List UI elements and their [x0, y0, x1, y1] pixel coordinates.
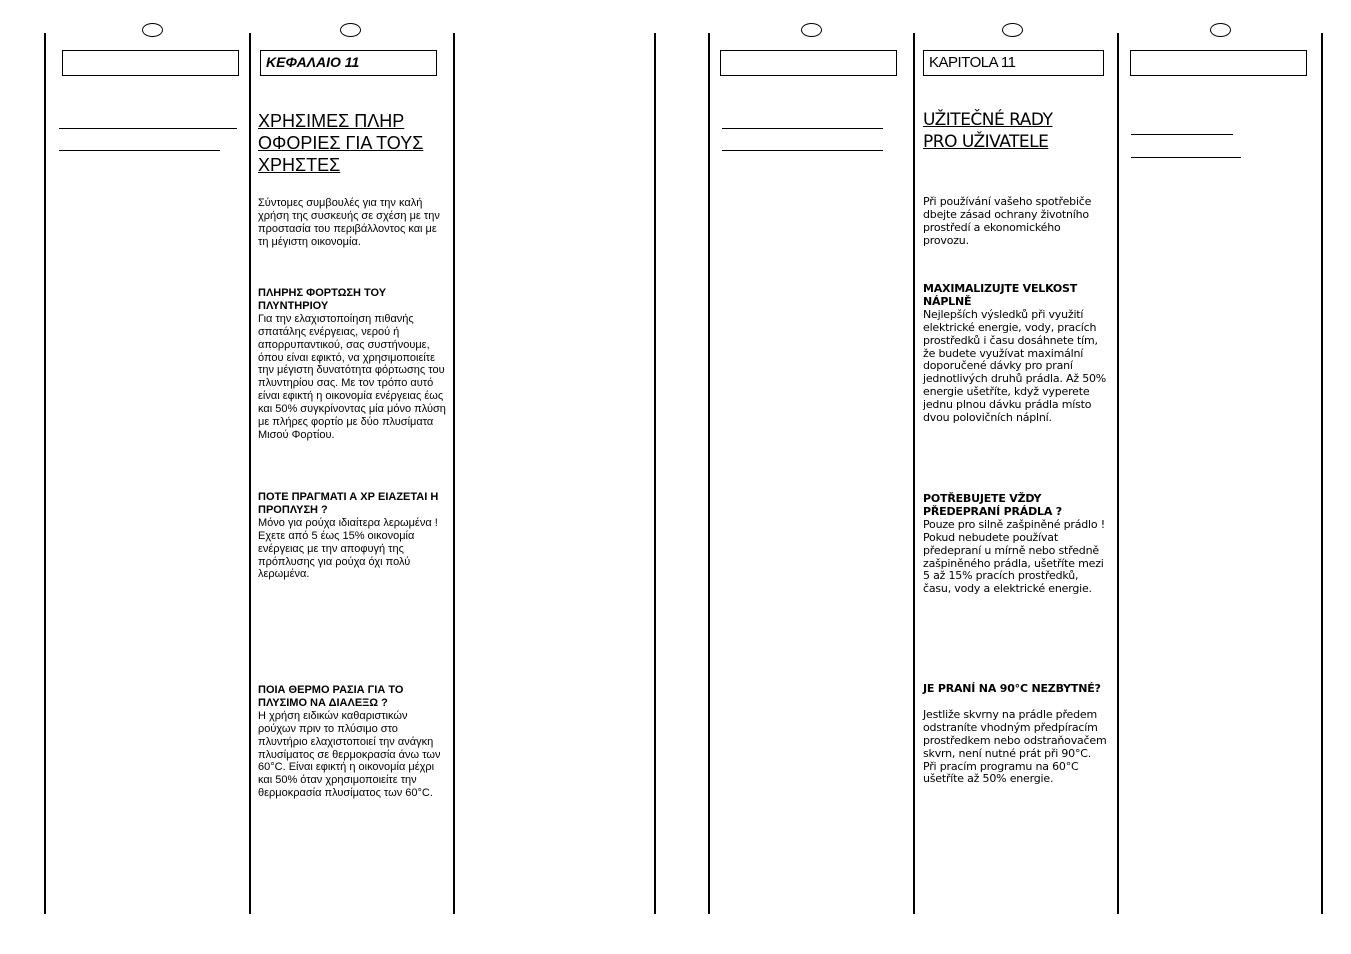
- language-marker: [1210, 23, 1231, 37]
- section-heading: JE PRANÍ NA 90°C NEZBYTNÉ?: [923, 682, 1101, 695]
- section-greek-prewash: [258, 491, 448, 581]
- chapter-box-empty: [62, 50, 239, 76]
- title-placeholder-line: [1131, 134, 1233, 135]
- title-placeholder-line: [1131, 157, 1241, 158]
- section-body: Pouze pro silně zašpiněné prádlo ! Pokud nebudete používat předepraní u mírně nebo středně zašpiněného prádla, ušetříte mezi 5 až 15% pracích prostředků, času, vody a elektrické energie.: [923, 517, 1105, 596]
- section-heading: ΠΟΙΑ ΘΕΡΜΟ ΡΑΣΙΑ ΓΙΑ ΤΟ ΠΛΥΣΙΜΟ ΝΑ ΔΙΑΛΕΞΩ ?: [258, 684, 404, 709]
- section-czech-temperature: [923, 683, 1107, 786]
- title-placeholder-line: [59, 128, 237, 129]
- column-rule: [453, 33, 455, 914]
- page-title-czech: UŽITEČNÉ RADY PRO UŽIVATELE: [923, 110, 1053, 152]
- title-placeholder-line: [722, 128, 883, 129]
- section-heading: MAXIMALIZUJTE VELKOST NÁPLNĚ: [923, 282, 1078, 308]
- language-marker: [142, 23, 163, 37]
- section-body: Jestliže skvrny na prádle předem odstraníte vhodným předpíracím prostředkem nebo odstraňovačem skvrn, není nutné prát při 90°C. Při pracím programu na 60°C ušetříte až 50% energie.: [923, 707, 1107, 786]
- section-body: Για την ελαχιστοποίηση πιθανής σπατάλης ενέργειας, νερού ή απορρυπαντικού, σας συστήνουμε, όπου είναι εφικτό, να χρησιμοποιείτε την μέγιστη δυνατότητα φόρτωσης του πλυντηρίου σας. Με τον τρόπο αυτό είναι εφικτή η οικονομία ενέργειας έως και 50% συγκρίνοντας μία μόνο πλύση με πλήρες φορτίο με δύο πλυσίματα Μισού Φορτίου.: [258, 312, 446, 441]
- title-placeholder-line: [59, 150, 220, 151]
- section-czech-max-load: [923, 283, 1107, 425]
- chapter-label-czech: KAPITOLA 11: [929, 54, 1016, 71]
- language-marker: [340, 23, 361, 37]
- intro-czech: Při používání vašeho spotřebiče dbejte zásad ochrany životního prostředí a ekonomického provozu.: [923, 195, 1092, 247]
- column-rule: [44, 33, 46, 914]
- section-body: Η χρήση ειδικών καθαριστικών ρούχων πριν το πλύσιμο στο πλυντήριο ελαχιστοποιεί την ανάγκη πλυσίματος σε θερμοκρασία άνω των 60°C. Είναι εφικτή η οικονομία μέχρι και 50% όταν χρησιμοποιείτε την θερμοκρασία πλυσίματος των 60°C.: [258, 709, 441, 800]
- language-marker: [801, 23, 822, 37]
- section-heading: POTŘEBUJETE VŽDY PŘEDEPRANÍ PRÁDLA ?: [923, 492, 1062, 518]
- chapter-box-empty: [1130, 50, 1307, 76]
- column-rule: [913, 33, 915, 914]
- chapter-box-czech: [923, 50, 1104, 76]
- section-heading: ΠΟΤΕ ΠΡΑΓΜΑΤΙ Α ΧΡ ΕΙΑΖΕΤΑΙ Η ΠΡΟΠΛΥΣΗ ?: [258, 491, 439, 516]
- chapter-label-greek: ΚΕΦΑΛΑΙΟ 11: [266, 54, 360, 70]
- chapter-box-empty: [720, 50, 897, 76]
- section-greek-temperature: [258, 684, 448, 800]
- section-czech-prewash: [923, 493, 1107, 596]
- column-rule: [249, 33, 251, 914]
- section-heading: ΠΛΗΡΗΣ ΦΟΡΤΩΣΗ ΤΟΥ ΠΛΥΝΤΗΡΙΟΥ: [258, 287, 387, 312]
- column-rule: [708, 33, 710, 914]
- column-rule: [1117, 33, 1119, 914]
- chapter-box-greek: [260, 50, 437, 76]
- section-greek-full-load: [258, 287, 448, 442]
- title-placeholder-line: [722, 150, 883, 151]
- intro-greek: Σύντομες συμβουλές για την καλή χρήση της συσκευής σε σχέση με την προστασία του περιβάλλοντος και με τη μέγιστη οικονομία.: [258, 197, 440, 248]
- language-marker: [1002, 23, 1023, 37]
- column-rule: [654, 33, 656, 914]
- page-title-greek: ΧΡΗΣΙΜΕΣ ΠΛΗΡ ΟΦΟΡΙΕΣ ΓΙΑ ΤΟΥΣ ΧΡΗΣΤΕΣ: [258, 111, 424, 175]
- section-body: Nejlepších výsledků při využití elektrické energie, vody, pracích prostředků i času dosáhnete tím, že budete využívat maximální doporučené dávky pro praní jednotlivých druhů prádla. Až 50% energie ušetříte, když vyperete jednu plnou dávku prádla místo dvou polovičních náplní.: [923, 307, 1107, 425]
- section-body: Μόνο για ρούχα ιδιαίτερα λερωμένα ! Εχετε από 5 έως 15% οικονομία ενέργειας με την αποφυγή της πρόπλυσης για ρούχα όχι πολύ λερωμένα.: [258, 516, 438, 581]
- column-rule: [1321, 33, 1323, 914]
